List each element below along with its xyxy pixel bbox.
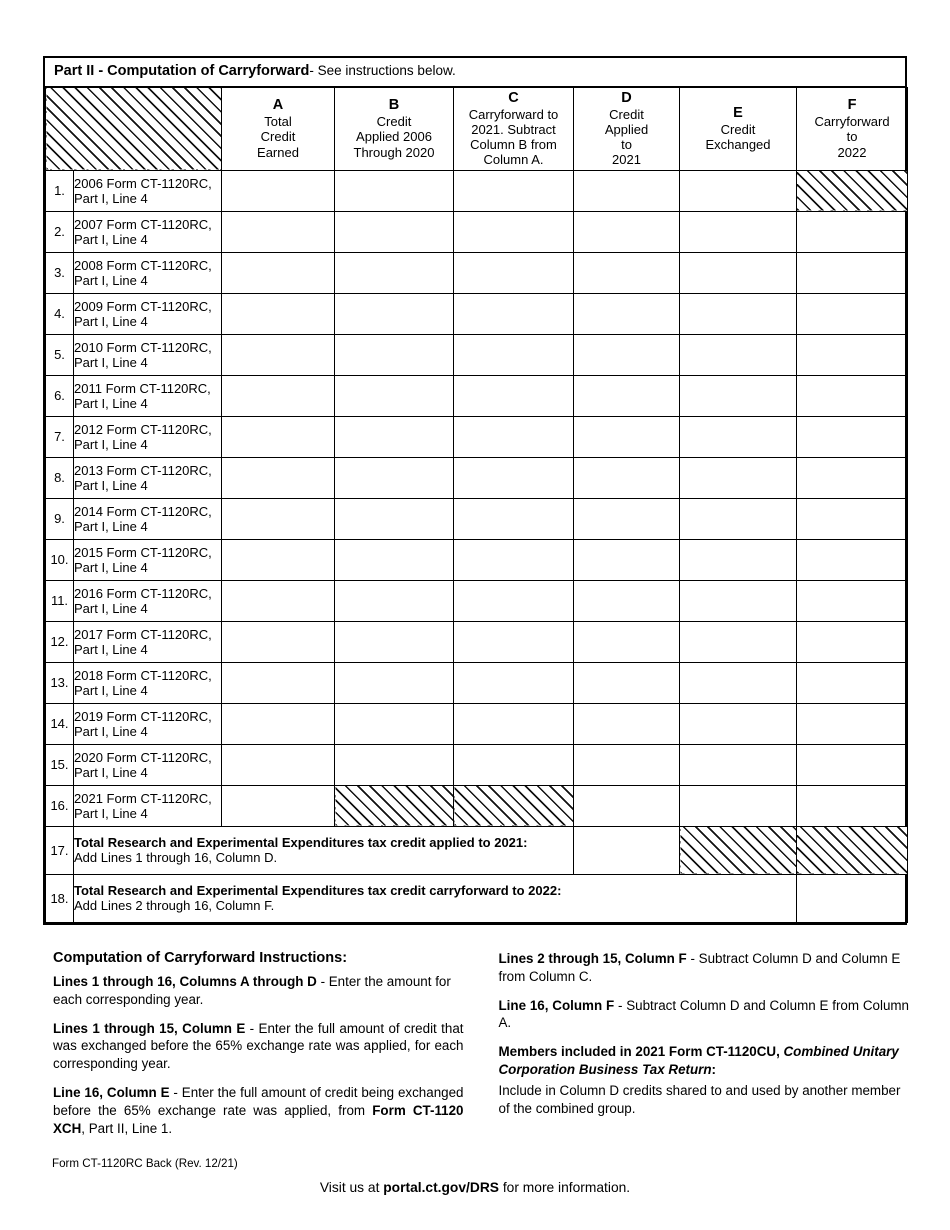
column-header-b — [335, 87, 454, 170]
row-description: 2008 Form CT-1120RC, Part I, Line 4 — [74, 252, 222, 293]
input-cell-f[interactable] — [797, 252, 908, 293]
row-description: 2018 Form CT-1120RC, Part I, Line 4 — [74, 662, 222, 703]
cell-hatched-c — [454, 785, 574, 826]
input-cell-d[interactable] — [574, 785, 680, 826]
column-caption-e: Credit Exchanged — [705, 121, 771, 153]
column-caption-b: Credit Applied 2006 Through 2020 — [353, 114, 435, 160]
part-ii-title — [45, 58, 905, 87]
input-cell-b[interactable] — [335, 252, 454, 293]
instruction-lead-5: Line 16, Column F — [498, 997, 615, 1013]
instruction-body-2: - Enter the full amount of credit that was exchanged before the 65% exchange rate was applied, for each corresponding year. — [53, 1020, 464, 1072]
input-cell-f[interactable] — [797, 375, 908, 416]
input-cell-b[interactable] — [335, 457, 454, 498]
input-cell-d[interactable] — [574, 375, 680, 416]
column-letter-f: F — [847, 97, 857, 114]
form-identifier: Form CT-1120RC Back (Rev. 12/21) — [52, 1157, 238, 1170]
row-number: 1. — [46, 170, 74, 211]
input-cell-a[interactable] — [222, 703, 335, 744]
row-description: 2016 Form CT-1120RC, Part I, Line 4 — [74, 580, 222, 621]
footer-visit-note — [0, 1180, 950, 1195]
table-row — [46, 498, 908, 539]
input-cell-f[interactable] — [797, 293, 908, 334]
row-number: 8. — [46, 457, 74, 498]
row-number: 12. — [46, 621, 74, 662]
part-ii-title-text: Part II - Computation of Carryforward — [54, 63, 310, 79]
instruction-lead-3: Line 16, Column E — [53, 1085, 170, 1101]
instruction-body-3: - Enter the full amount of credit being exchanged before the 65% exchange rate was applied, from — [53, 1085, 464, 1118]
row-number: 2. — [46, 211, 74, 252]
instruction-body-1: - Enter the amount for each corresponding year. — [53, 974, 451, 1007]
table-row — [46, 252, 908, 293]
input-cell-c[interactable] — [454, 375, 574, 416]
input-cell-a[interactable] — [222, 293, 335, 334]
total-row-formula: Add Lines 2 through 16, Column F. — [74, 898, 275, 914]
input-cell-f[interactable] — [797, 874, 908, 922]
input-cell-b[interactable] — [335, 334, 454, 375]
instructions-left-column — [53, 950, 464, 1149]
total-row-label — [74, 826, 574, 874]
column-caption-d: Credit Applied to 2021 — [604, 106, 649, 168]
carryforward-table — [43, 56, 907, 925]
row-description: 2021 Form CT-1120RC, Part I, Line 4 — [74, 785, 222, 826]
input-cell-f[interactable] — [797, 580, 908, 621]
part-ii-title-note: - See instructions below. — [309, 63, 456, 78]
column-caption-f: Carryforward to 2022 — [814, 114, 890, 160]
instruction-form-reference: Form CT-1120 XCH — [53, 1102, 464, 1136]
input-cell-b[interactable] — [335, 580, 454, 621]
input-cell-a[interactable] — [222, 334, 335, 375]
instruction-line-16-col-f — [499, 997, 910, 1033]
input-cell-c[interactable] — [454, 703, 574, 744]
cell-hatched-b — [335, 785, 454, 826]
input-cell-a[interactable] — [222, 580, 335, 621]
input-cell-c[interactable] — [454, 621, 574, 662]
table-row — [46, 293, 908, 334]
input-cell-f[interactable] — [797, 334, 908, 375]
input-cell-a[interactable] — [222, 416, 335, 457]
row-number: 13. — [46, 662, 74, 703]
total-row — [46, 826, 908, 874]
column-letter-d: D — [621, 89, 632, 106]
input-cell-e[interactable] — [680, 170, 797, 211]
input-cell-f[interactable] — [797, 211, 908, 252]
table-row — [46, 744, 908, 785]
input-cell-b[interactable] — [335, 703, 454, 744]
table-row — [46, 621, 908, 662]
total-row-title: Total Research and Experimental Expenditures tax credit carryforward to 2022: — [74, 883, 562, 899]
instruction-members-heading — [499, 1043, 910, 1079]
row-description: 2020 Form CT-1120RC, Part I, Line 4 — [74, 744, 222, 785]
visit-suffix: for more information. — [499, 1180, 631, 1195]
input-cell-d[interactable] — [574, 621, 680, 662]
total-row-label — [74, 874, 797, 922]
input-cell-e[interactable] — [680, 580, 797, 621]
input-cell-b[interactable] — [335, 211, 454, 252]
table-row — [46, 580, 908, 621]
total-row-formula: Add Lines 1 through 16, Column D. — [74, 850, 278, 866]
table-row — [46, 703, 908, 744]
input-cell-d[interactable] — [574, 293, 680, 334]
input-cell-a[interactable] — [222, 211, 335, 252]
row-description: 2019 Form CT-1120RC, Part I, Line 4 — [74, 703, 222, 744]
table-row — [46, 416, 908, 457]
input-cell-d[interactable] — [574, 662, 680, 703]
input-cell-a[interactable] — [222, 498, 335, 539]
table-row — [46, 662, 908, 703]
input-cell-f[interactable] — [797, 744, 908, 785]
input-cell-f[interactable] — [797, 785, 908, 826]
members-form-title: Combined Unitary Corporation Business Tax Return — [498, 1044, 899, 1078]
input-cell-e[interactable] — [680, 416, 797, 457]
input-cell-c[interactable] — [454, 580, 574, 621]
instruction-line-16-col-e — [53, 1084, 464, 1137]
input-cell-f[interactable] — [797, 539, 908, 580]
input-cell-c[interactable] — [454, 170, 574, 211]
input-cell-a[interactable] — [222, 457, 335, 498]
row-description: 2015 Form CT-1120RC, Part I, Line 4 — [74, 539, 222, 580]
input-cell-c[interactable] — [454, 498, 574, 539]
input-cell-b[interactable] — [335, 621, 454, 662]
instructions-heading: Computation of Carryforward Instructions: — [53, 950, 348, 966]
row-description: 2007 Form CT-1120RC, Part I, Line 4 — [74, 211, 222, 252]
instruction-lead-4: Lines 2 through 15, Column F — [498, 951, 687, 966]
cell-hatched-f — [797, 826, 908, 874]
total-row — [46, 874, 908, 922]
input-cell-c[interactable] — [454, 744, 574, 785]
row-description: 2011 Form CT-1120RC, Part I, Line 4 — [74, 375, 222, 416]
input-cell-e[interactable] — [680, 457, 797, 498]
row-number: 18. — [46, 874, 74, 922]
row-description: 2014 Form CT-1120RC, Part I, Line 4 — [74, 498, 222, 539]
input-cell-e[interactable] — [680, 703, 797, 744]
instruction-body-5: - Subtract Column D and Column E from Column A. — [498, 997, 909, 1031]
input-cell-d[interactable] — [574, 457, 680, 498]
members-lead: Members included in 2021 Form CT-1120CU, — [498, 1044, 784, 1060]
row-number: 15. — [46, 744, 74, 785]
column-header-e — [680, 87, 797, 170]
input-cell-c[interactable] — [454, 457, 574, 498]
column-header-f — [797, 87, 908, 170]
input-cell-e[interactable] — [680, 744, 797, 785]
row-number: 17. — [46, 826, 74, 874]
header-corner-hatched — [46, 87, 222, 170]
input-cell-d[interactable] — [574, 252, 680, 293]
input-cell-e[interactable] — [680, 621, 797, 662]
input-cell-b[interactable] — [335, 498, 454, 539]
column-header-a — [222, 87, 335, 170]
input-cell-d[interactable] — [574, 744, 680, 785]
input-cell-e[interactable] — [680, 498, 797, 539]
input-cell-c[interactable] — [454, 293, 574, 334]
instruction-body-4: - Subtract Column D and Column E from Column C. — [498, 951, 901, 984]
column-header-c — [454, 87, 574, 170]
column-caption-a: Total Credit Earned — [257, 114, 299, 160]
input-cell-e[interactable] — [680, 662, 797, 703]
input-cell-f[interactable] — [797, 416, 908, 457]
row-number: 3. — [46, 252, 74, 293]
input-cell-b[interactable] — [335, 375, 454, 416]
input-cell-b[interactable] — [335, 170, 454, 211]
row-description: 2009 Form CT-1120RC, Part I, Line 4 — [74, 293, 222, 334]
input-cell-e[interactable] — [680, 375, 797, 416]
input-cell-c[interactable] — [454, 252, 574, 293]
input-cell-d[interactable] — [574, 170, 680, 211]
input-cell-c[interactable] — [454, 662, 574, 703]
input-cell-a[interactable] — [222, 744, 335, 785]
row-description: 2012 Form CT-1120RC, Part I, Line 4 — [74, 416, 222, 457]
input-cell-e[interactable] — [680, 539, 797, 580]
column-letter-c: C — [508, 89, 519, 106]
input-cell-e[interactable] — [680, 211, 797, 252]
input-cell-f[interactable] — [797, 498, 908, 539]
table-row — [46, 211, 908, 252]
input-cell-e[interactable] — [680, 334, 797, 375]
input-cell-c[interactable] — [454, 334, 574, 375]
input-cell-a[interactable] — [222, 252, 335, 293]
input-cell-d[interactable] — [574, 539, 680, 580]
members-colon: : — [711, 1062, 717, 1078]
input-cell-f[interactable] — [797, 457, 908, 498]
row-description: 2013 Form CT-1120RC, Part I, Line 4 — [74, 457, 222, 498]
instruction-lead-2: Lines 1 through 15, Column E — [53, 1020, 246, 1036]
input-cell-a[interactable] — [222, 621, 335, 662]
column-header-d — [574, 87, 680, 170]
row-number: 10. — [46, 539, 74, 580]
input-cell-f[interactable] — [797, 621, 908, 662]
instructions-right-column — [499, 950, 910, 1149]
input-cell-d[interactable] — [574, 826, 680, 874]
input-cell-a[interactable] — [222, 170, 335, 211]
instruction-members-body: Include in Column D credits shared to and used by another member of the combined group. — [498, 1082, 901, 1116]
row-description: 2006 Form CT-1120RC, Part I, Line 4 — [74, 170, 222, 211]
cell-hatched-f — [797, 170, 908, 211]
row-number: 16. — [46, 785, 74, 826]
column-letter-a: A — [272, 97, 284, 114]
cell-hatched-e — [680, 826, 797, 874]
input-cell-d[interactable] — [574, 703, 680, 744]
input-cell-b[interactable] — [335, 662, 454, 703]
table-row — [46, 375, 908, 416]
input-cell-e[interactable] — [680, 252, 797, 293]
input-cell-a[interactable] — [222, 662, 335, 703]
input-cell-a[interactable] — [222, 375, 335, 416]
input-cell-b[interactable] — [335, 539, 454, 580]
row-number: 5. — [46, 334, 74, 375]
row-number: 4. — [46, 293, 74, 334]
instruction-lines-1-16-cols-a-d — [53, 973, 464, 1009]
drs-website-link[interactable]: portal.ct.gov/DRS — [383, 1180, 500, 1195]
table-row — [46, 170, 908, 211]
carryforward-grid — [45, 87, 908, 923]
row-number: 9. — [46, 498, 74, 539]
instruction-lines-2-15-col-f — [499, 950, 910, 986]
column-caption-c: Carryforward to 2021. Subtract Column B from Column A. — [468, 106, 559, 168]
instructions-section — [53, 950, 909, 1149]
input-cell-d[interactable] — [574, 580, 680, 621]
row-number: 6. — [46, 375, 74, 416]
input-cell-b[interactable] — [335, 416, 454, 457]
column-letter-e: E — [733, 105, 743, 122]
input-cell-d[interactable] — [574, 416, 680, 457]
row-description: 2017 Form CT-1120RC, Part I, Line 4 — [74, 621, 222, 662]
row-description: 2010 Form CT-1120RC, Part I, Line 4 — [74, 334, 222, 375]
input-cell-d[interactable] — [574, 498, 680, 539]
input-cell-c[interactable] — [454, 416, 574, 457]
table-row — [46, 334, 908, 375]
instruction-lead-1: Lines 1 through 16, Columns A through D — [53, 974, 317, 989]
instruction-body-3-tail: , Part II, Line 1. — [81, 1120, 173, 1136]
input-cell-d[interactable] — [574, 334, 680, 375]
table-header-row — [46, 87, 908, 170]
visit-prefix: Visit us at — [319, 1180, 384, 1195]
table-row — [46, 457, 908, 498]
input-cell-f[interactable] — [797, 662, 908, 703]
input-cell-c[interactable] — [454, 211, 574, 252]
instruction-lines-1-15-col-e — [53, 1020, 464, 1073]
row-number: 7. — [46, 416, 74, 457]
input-cell-a[interactable] — [222, 539, 335, 580]
input-cell-b[interactable] — [335, 744, 454, 785]
input-cell-e[interactable] — [680, 785, 797, 826]
input-cell-c[interactable] — [454, 539, 574, 580]
input-cell-f[interactable] — [797, 703, 908, 744]
input-cell-b[interactable] — [335, 293, 454, 334]
table-row — [46, 785, 908, 826]
row-number: 11. — [46, 580, 74, 621]
column-letter-b: B — [388, 97, 400, 114]
table-row — [46, 539, 908, 580]
row-number: 14. — [46, 703, 74, 744]
total-row-title: Total Research and Experimental Expenditures tax credit applied to 2021: — [74, 835, 528, 851]
input-cell-a[interactable] — [222, 785, 335, 826]
input-cell-d[interactable] — [574, 211, 680, 252]
input-cell-e[interactable] — [680, 293, 797, 334]
